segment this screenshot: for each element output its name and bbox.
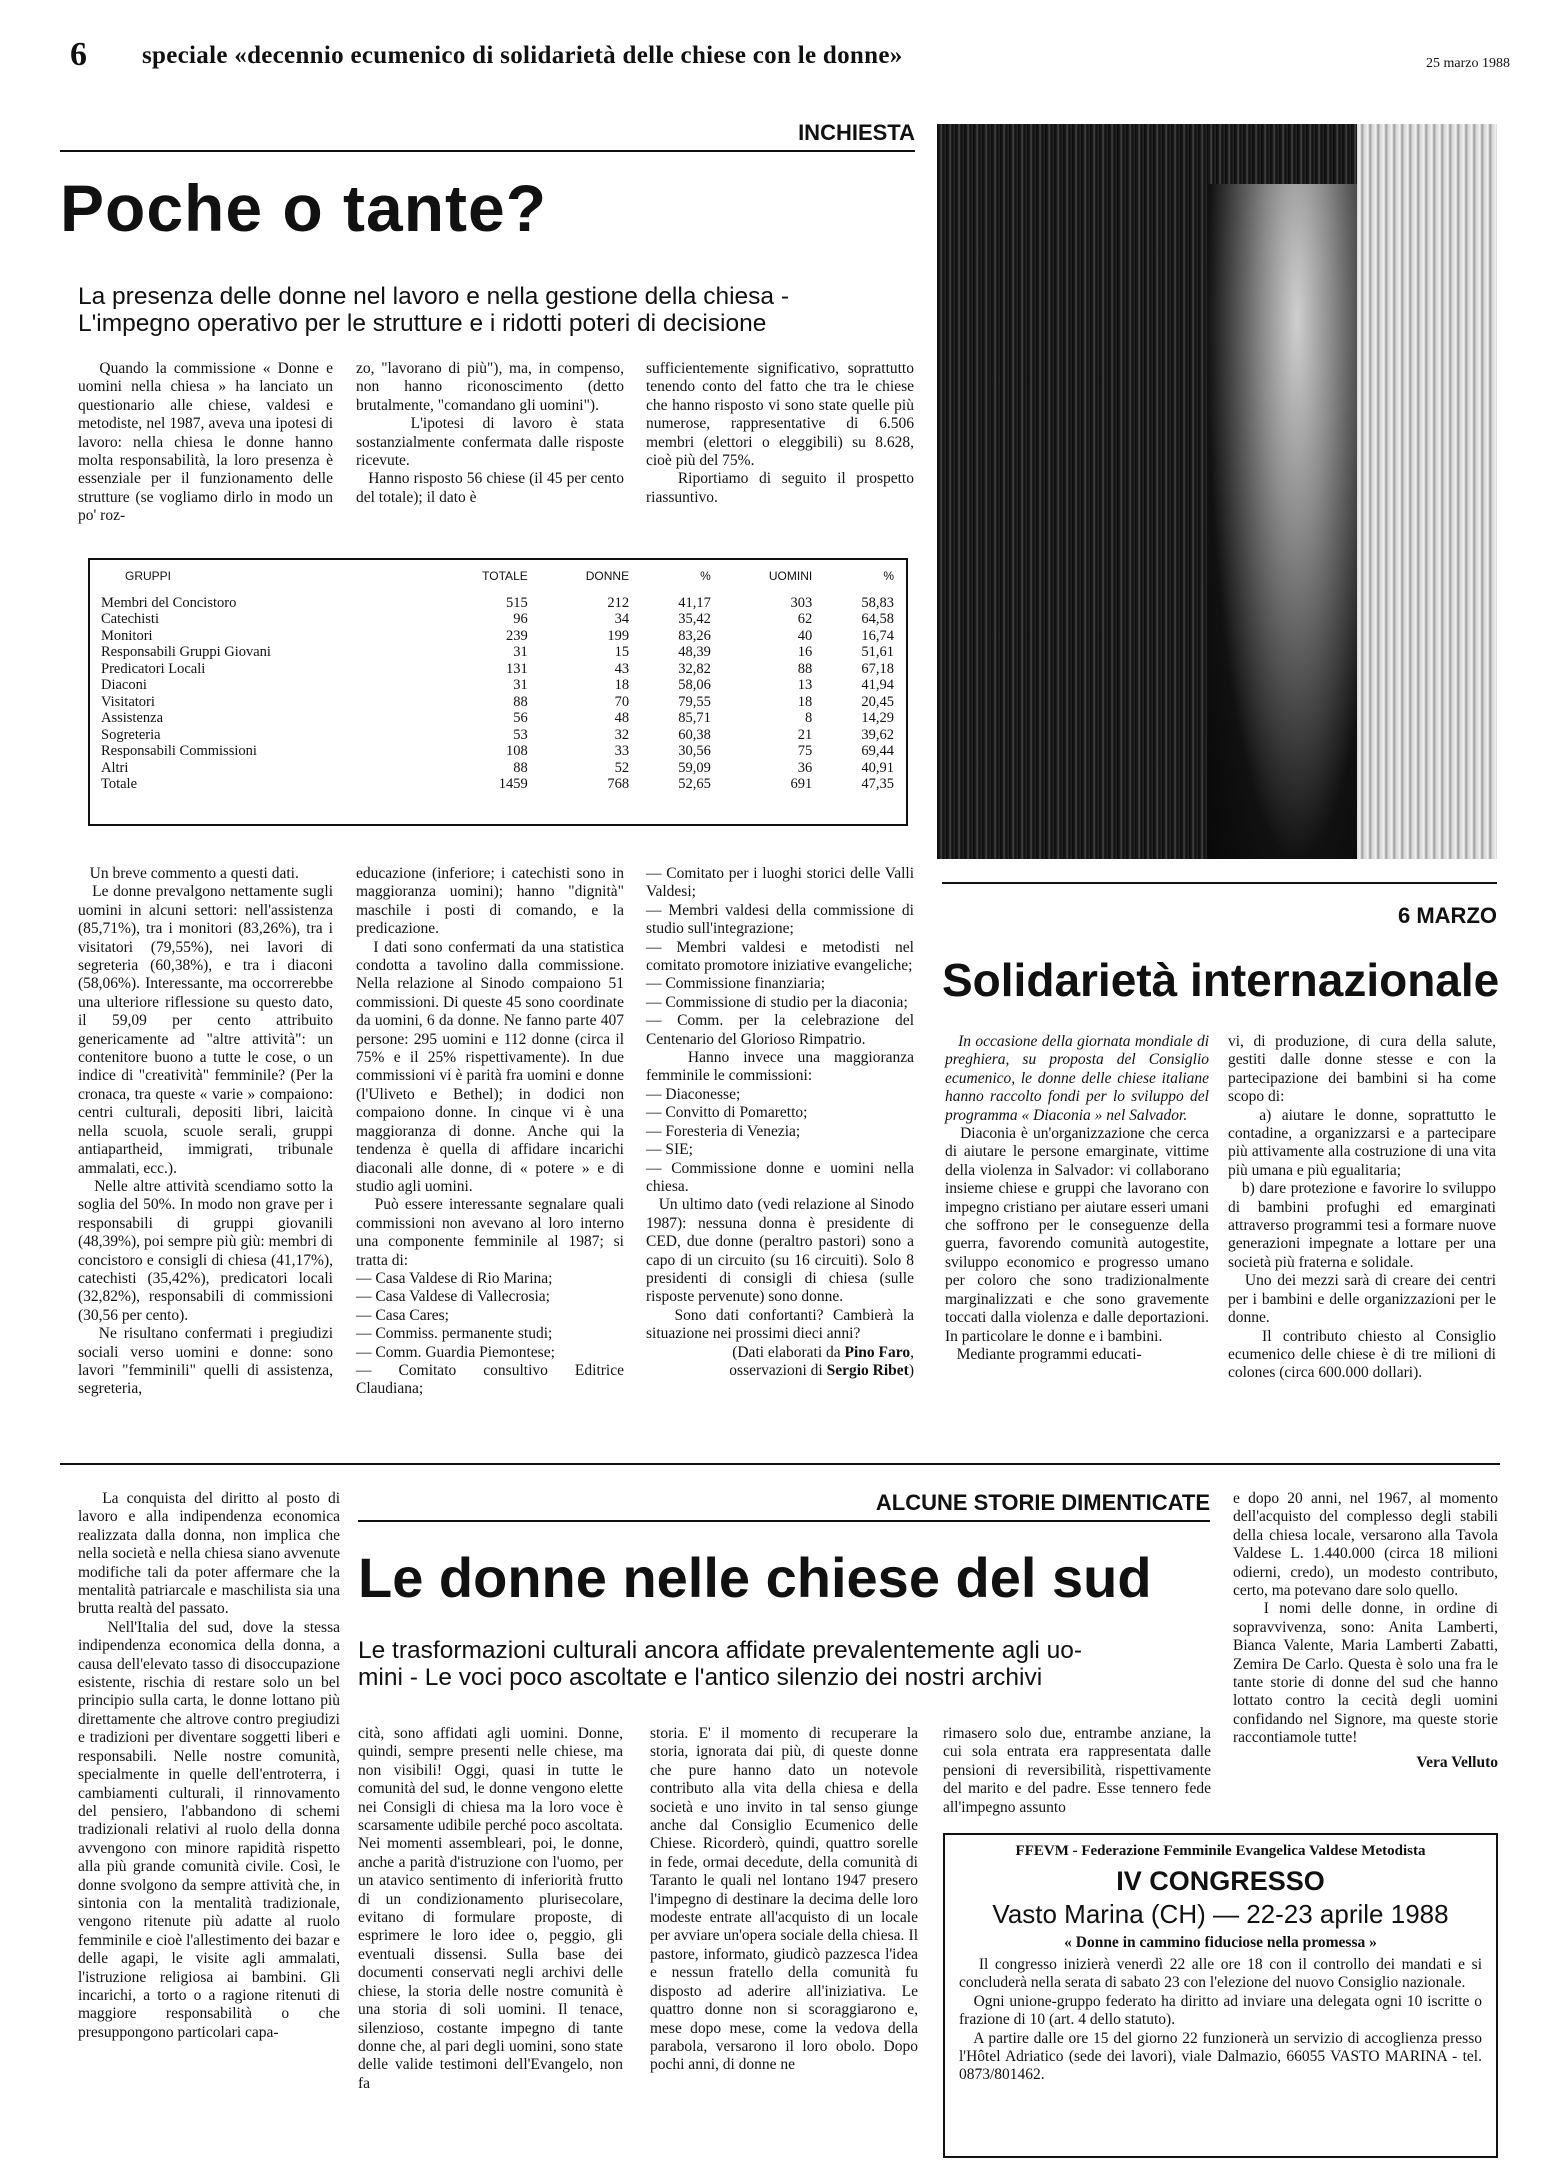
table-cell-value: 47,35 [861, 776, 894, 792]
table-cell-value: 1459 [498, 776, 528, 792]
table-cell-value: 69,44 [861, 743, 894, 759]
table-cell-value: 21 [797, 726, 813, 743]
storie-header-rule [358, 1520, 1210, 1522]
table-cell-value: 59,09 [678, 759, 711, 776]
table-cell-value: 691 [790, 776, 813, 792]
page-number: 6 [70, 36, 87, 73]
inchiesta-body-col-3-text: — Comitato per i luoghi storici delle Valli Valdesi; — Membri valdesi della commissione di studio sull'integrazione; — Membri valdesi e metodisti nel comitato promotore iniziative evangeliche; — Commissione finanziaria; — Commissione di studio per la diaconia; — Comm. per la celebrazione del Centenario del Glorioso Rimpatrio. Hanno invece una maggioranza femminile le commissioni: — Diaconesse; — Convitto di Pomaretto; — Foresteria di Venezia; — SIE; — Commissione donne e uomini nella chiesa. Un ultimo dato (vedi relazione al Sinodo 1987): nessuna donna è presidente di CED, due donne (peraltro pastori) sono a capo di un circuito (su 16 circuiti). Solo 8 presidenti di consigli di chiesa (sulle risposte pervenute) sono donne. Sono dati confortanti? Cambierà la situazione nei prossimi dieci anni? [646, 865, 915, 1343]
table-cell-group: Catechisti [101, 611, 159, 627]
table-cell-value: 48 [614, 710, 630, 726]
table-row [95, 694, 900, 711]
table-cell-value: 8 [804, 710, 813, 726]
stats-table [95, 568, 900, 793]
table-cell-value: 16,74 [861, 627, 894, 644]
col-header-pct-uomini: % [883, 569, 894, 583]
table-cell-value: 79,55 [678, 693, 711, 710]
inchiesta-subhead-1: La presenza delle donne nel lavoro e nella gestione della chiesa - [78, 283, 789, 310]
col-header-uomini: UOMINI [768, 569, 813, 583]
inchiesta-subhead-2: L'impegno operativo per le strutture e i ridotti poteri di decisione [78, 310, 767, 337]
table-row [95, 628, 900, 645]
table-cell-value: 35,42 [678, 611, 711, 627]
table-row [95, 595, 900, 612]
section-label-6-marzo: 6 MARZO [1398, 903, 1497, 928]
inchiesta-intro-col-3: sufficientemente significativo, soprattutto tenendo conto del fatto che tra le chiese che hanno risposto vi sono state quelle più numerose, rappresentative di 6.506 membri (elettori o eleggibili) su 8.628, cioè più del 75%. Riportiamo di seguito il prospetto riassuntivo. [646, 360, 914, 506]
marzo-intro: In occasione della giornata mondiale di preghiera, su proposta del Consiglio ecumenico, le donne delle chiese italiane hanno raccolto fondi per lo sviluppo del programma « Diaconia » nel Salvador. [945, 1033, 1213, 1124]
congresso-motto: « Donne in cammino fiduciose nella promessa » [1064, 1934, 1377, 1951]
table-cell-value: 18 [797, 693, 813, 710]
table-cell-value: 16 [797, 644, 813, 660]
table-cell-value: 75 [797, 743, 813, 759]
table-cell-value: 48,39 [678, 644, 711, 660]
headline-poche-o-tante: Poche o tante? [60, 171, 548, 245]
marzo-col-1 [945, 1033, 1213, 1364]
marzo-col-2: vi, di produzione, di cura della salute, gestiti dalle donne stesse e con la partecipazione dei bambini si ha come scopo di: a) aiutare le donne, soprattutto le contadine, a organizzarsi e a partecipare più attivamente alla costruzione di una vita più umana e più egualitaria; b) dare protezione e favorire lo sviluppo di bambini profughi ed emarginati attraverso programmi tesi a formare nuove generazioni impegnate a lottare per una società più fraterna e solidale. Uno dei mezzi sarà di creare dei centri per i bambini e delle organizzazioni per le donne. Il contributo chiesto al Consiglio ecumenico delle chiese è di tre milioni di colones (circa 600.000 dollari). [1228, 1033, 1497, 1382]
table-row [95, 661, 900, 678]
table-cell-group: Diaconi [101, 677, 147, 693]
table-cell-value: 62 [797, 611, 813, 627]
table-cell-value: 30,56 [678, 743, 711, 759]
storie-rule [60, 1463, 1500, 1465]
inchiesta-credit: (Dati elaborati da Pino Faro, osservazioni di Sergio Ribet) [729, 1343, 914, 1379]
col-header-pct-donne: % [700, 569, 711, 583]
table-cell-group: Responsabili Gruppi Giovani [101, 644, 271, 660]
table-cell-value: 40,91 [861, 759, 894, 776]
table-cell-value: 32,82 [678, 660, 711, 677]
table-cell-value: 13 [797, 677, 813, 693]
congresso-body: Il congresso inizierà venerdì 22 alle ore 18 con il controllo dei mandati e si concluderà nella serata di sabato 23 con l'elezione del nuovo Consiglio nazionale. Ogni unione-gruppo federato ha diritto ad inviare una delegata ogni 10 iscritte o frazione di 10 (art. 4 dello statuto). A partire dalle ore 15 del giorno 22 funzionerà un servizio di accoglienza presso l'Hôtel Adriatico (sede dei lavori), viale Dalmazio, 66055 VASTO MARINA - tel. 0873/801462. [959, 1956, 1482, 2084]
table-cell-value: 67,18 [861, 660, 894, 677]
table-cell-value: 31 [513, 677, 528, 693]
table-cell-group: Predicatori Locali [101, 660, 206, 677]
table-cell-value: 303 [790, 594, 813, 611]
table-cell-value: 34 [614, 611, 630, 627]
congresso-org: FFEVM - Federazione Femminile Evangelica Valdese Metodista [1015, 1843, 1426, 1859]
page-header-title: speciale «decennio ecumenico di solidarietà delle chiese con le donne» [142, 42, 903, 69]
table-cell-group: Altri [101, 759, 129, 776]
table-cell-value: 88 [797, 660, 813, 677]
table-cell-value: 52 [614, 759, 630, 776]
congresso-title: IV CONGRESSO [1116, 1866, 1325, 1896]
marzo-col-1-text: Diaconia è un'organizzazione che cerca di aiutare le persone emarginate, vittime della violenza in Salvador: vi collaborano insieme chiese e gruppi che lavorano con impegno cristiano per aiutare esseri umani che soffrono per le conseguenze della guerra, favorendo comunità autogestite, sviluppo economico e progresso umano per coloro che sono tradizionalmente marginalizzati e che sono gravemente toccati dalla violenza e dalle deportazioni. In particolare le donne e i bambini. Mediante programmi educati- [945, 1125, 1209, 1363]
table-cell-value: 40 [797, 627, 813, 644]
table-cell-value: 15 [614, 644, 630, 660]
headline-solidarieta: Solidarietà internazionale [942, 954, 1500, 1006]
credit-name-ribet: Sergio Ribet [826, 1361, 909, 1379]
table-cell-value: 51,61 [861, 644, 894, 660]
table-row [95, 760, 900, 777]
table-cell-value: 85,71 [678, 710, 711, 726]
inchiesta-body-col-2: educazione (inferiore; i catechisti sono in maggioranza uomini); hanno "dignità" maschile i posti di comando, e la predicazione. I dati sono confermati da una statistica condotta a tavolino dalla commissione. Nella relazione al Sinodo compaiono 51 commissioni. Di queste 45 sono coordinate da uomini, 6 da donne. Ne fanno parte 407 persone: 295 uomini e 112 donne (circa il 75% e il 25% rispettivamente). In due commissioni vi è parità fra uomini e donne (l'Uliveto e Bethel); in dodici non compaiono donne. In cinque vi è una maggioranza di donne. Anche qui la tendenza è quella di affidare incarichi diaconali alle donne, di « potere » e di studio agli uomini. Può essere interessante segnalare quali commissioni non avevano al loro interno una componente femminile al 1987; si tratta di: — Casa Valdese di Rio Marina; — Casa Valdese di Vallecrosia; — Casa Cares; — Commiss. permanente studi; — Comm. Guardia Piemontese; — Comitato consultivo Editrice Claudiana; [356, 865, 624, 1398]
storie-col-3: storia. E' il momento di recuperare la storia, ignorata dai più, di queste donne che pure hanno dato un notevole contributo alla vita della chiesa e della società e uno invito in tal senso giunge anche dal Consiglio Ecumenico delle Chiese. Ricorderò, quindi, quattro sorelle in fede, ormai decedute, della comunità di Taranto le quali nel lontano 1947 presero l'impegno di destinare la decima delle loro modeste entrate all'acquisto di un locale per avviare un'opera sociale della chiesa. Il pastore, informato, giudicò pazzesca l'idea e nessun fratello della comunità fu disposto ad aderire all'iniziativa. Le quattro donne non si scoraggiarono e, mese dopo mese, come la vedova della parabola, versarono il loro obolo. Dopo pochi anni, di donne ne [650, 1725, 922, 2074]
table-cell-group: Totale [101, 776, 138, 792]
inchiesta-intro-col-2: zo, "lavorano di più"), ma, in compenso, non hanno riconoscimento (detto brutalmente, "comandano gli uomini"). L'ipotesi di lavoro è stata sostanzialmente confermata dalle risposte ricevute. Hanno risposto 56 chiese (il 45 per cento del totale); il dato è [356, 360, 625, 506]
table-cell-value: 41,17 [678, 594, 711, 611]
credit-name-faro: Pino Faro [844, 1343, 911, 1361]
photo-curtain-edge [1357, 124, 1497, 859]
table-cell-value: 14,29 [861, 710, 894, 726]
table-cell-value: 43 [614, 660, 630, 677]
photo-woman-behind-curtain [937, 124, 1497, 859]
storie-col-2: cità, sono affidati agli uomini. Donne, quindi, sempre presenti nelle chiese, ma non visibili! Oggi, quasi in tutte le comunità del sud, le donne vengono elette nei Consigli di chiesa ma la loro voce è scarsamente udibile perché poco ascoltata. Nei momenti assembleari, poi, le donne, anche a parità d'istruzione con l'uomo, per un atavico sentimento di inferiorità frutto di un condizionamento plurisecolare, evitano di formulare proposte, di esprimere le loro idee o, peggio, gli eventuali dissensi. Sulla base dei documenti conservati negli archivi delle chiese, la storia delle nostre comunità è una storia di soli uomini. Il tenace, silenzioso, costante impegno di tante donne che, al pari degli uomini, sono state delle valide testimoni dell'Evangelo, non fa [358, 1725, 627, 2092]
table-cell-group: Sogreteria [101, 726, 161, 743]
section-label-inchiesta: INCHIESTA [798, 120, 915, 145]
table-cell-value: 88 [513, 693, 528, 710]
table-cell-value: 64,58 [861, 611, 894, 627]
table-row [95, 776, 900, 793]
table-cell-value: 41,94 [861, 677, 894, 693]
table-cell-value: 31 [513, 644, 528, 660]
table-cell-value: 52,65 [678, 776, 711, 792]
col-header-gruppi: GRUPPI [125, 569, 172, 583]
storie-col-1: La conquista del diritto al posto di lavoro e alla indipendenza economica realizzata dalla donna, non implica che nella società e nella chiesa siano avvenute modifiche tali da poter affermare che la mentalità patriarcale e maschilista sia una brutta realtà del passato. Nell'Italia del sud, dove la stessa indipendenza economica della donna, a causa dell'elevato tasso di disoccupazione esistente, rischia di restare solo un bel principio sulla carta, le donne lottano più direttamente che altrove contro pregiudizi e tradizioni per diventare soggetti liberi e responsabili. Nelle nostre comunità, specialmente in quelle dell'entroterra, i cambiamenti culturali, il rinnovamento del pensiero, l'abbandono di schemi tradizionali relativi al ruolo della donna avvengono con minore rapidità rispetto alla più grande comunità civile. Così, le donne svolgono da sempre attività che, in sintonia con la mentalità tradizionale, vengono ritenute più adatte al ruolo femminile e cioè l'allestimento dei bazar e delle agapi, le visite agli ammalati, l'istruzione religiosa ai bambini. Gli incarichi, a torto o a ragione ritenuti di maggiore responsabilità o che presuppongono particolari capa- [78, 1490, 341, 2041]
table-cell-value: 70 [614, 693, 630, 710]
table-cell-value: 56 [513, 710, 528, 726]
storie-right-col [1233, 1490, 1498, 1772]
table-cell-value: 58,83 [861, 594, 894, 611]
storie-subhead-1: Le trasformazioni culturali ancora affidate prevalentemente agli uo- [358, 1637, 1083, 1664]
table-cell-value: 60,38 [678, 726, 711, 743]
table-cell-group: Visitatori [101, 693, 155, 710]
inchiesta-intro-col-1: Quando la commissione « Donne e uomini nella chiesa » ha lanciato un questionario alle chiese, valdesi e metodiste, nel 1987, aveva una ipotesi di lavoro: nella chiesa le donne hanno molta responsabilità, la loro presenza è essenziale per il funzionamento delle strutture (se vogliamo dirlo in modo un po' roz- [78, 360, 337, 525]
table-cell-value: 239 [506, 627, 528, 644]
table-cell-value: 199 [607, 627, 630, 644]
table-row [95, 677, 900, 694]
table-cell-group: Responsabili Commissioni [101, 743, 257, 759]
inchiesta-body-col-3 [646, 865, 914, 1380]
congresso-place: Vasto Marina (CH) — 22-23 aprile 1988 [992, 1899, 1449, 1929]
table-cell-value: 88 [513, 759, 528, 776]
table-cell-value: 36 [797, 759, 813, 776]
page-date: 25 marzo 1988 [1426, 56, 1510, 71]
table-row [95, 727, 900, 744]
table-cell-value: 108 [506, 743, 528, 759]
table-cell-value: 212 [607, 594, 630, 611]
table-cell-value: 32 [614, 726, 630, 743]
col-header-totale: TOTALE [482, 569, 528, 583]
table-cell-value: 58,06 [678, 677, 711, 693]
table-row [95, 710, 900, 727]
page-header [70, 36, 1510, 76]
table-cell-value: 18 [614, 677, 630, 693]
table-cell-group: Membri del Concistoro [101, 594, 237, 611]
storie-author: Vera Velluto [1416, 1753, 1498, 1771]
table-cell-value: 53 [513, 726, 528, 743]
table-cell-value: 33 [614, 743, 630, 759]
inchiesta-body-col-1: Un breve commento a questi dati. Le donne prevalgono nettamente sugli uomini in alcuni settori: nell'assistenza (85,71%), tra i monitori (83,26%), tra i visitatori (79,55%), nei lavori di segreteria (60,38%), e tra i diaconi (58,06%). Interessante, ma occorrerebbe una ulteriore riflessione su questo dato, il 59,09 per cento attribuito genericamente ad "altre attività": un contenitore buono a tutte le cose, o un indice di "creatività" femminile? (Per la cronaca, tra queste « varie » compaiono: centri culturali, depositi libri, laicità nella scuola, scuole serali, gruppi antiapartheid, immigrati, tribunale ammalati, ecc.). Nelle altre attività scendiamo sotto la soglia del 50%. In modo non grave per i responsabili di gruppi giovanili (48,39%), poi sempre più giù: membri di concistoro e consigli di chiesa (41,17%), catechisti (35,42%), predicatori locali (32,82%), responsabili di commissioni (30,56 per cento). Ne risultano confermati i pregiudizi sociali verso uomini e donne: sono lavori "femminili" quelli di assistenza, segreteria, [78, 865, 334, 1398]
headline-donne-chiese-sud: Le donne nelle chiese del sud [358, 1546, 1152, 1609]
table-cell-value: 131 [506, 660, 528, 677]
table-cell-value: 39,62 [861, 726, 894, 743]
section-label-storie: ALCUNE STORIE DIMENTICATE [875, 1490, 1210, 1515]
table-row [95, 611, 900, 628]
congresso-box [943, 1833, 1498, 2158]
storie-col-4: rimasero solo due, entrambe anziane, la cui sola entrata era rappresentata dalle pensioni di reversibilità, rispettivamente del marito e del padre. Esse tennero fede all'impegno assunto [943, 1725, 1215, 1816]
table-cell-value: 83,26 [678, 627, 711, 644]
col-header-donne: DONNE [585, 569, 630, 583]
table-cell-value: 515 [506, 594, 528, 611]
table-cell-value: 20,45 [861, 693, 894, 710]
storie-subhead-2: mini - Le voci poco ascoltate e l'antico silenzio dei nostri archivi [358, 1664, 1043, 1691]
marzo-rule [942, 882, 1497, 884]
table-cell-value: 768 [607, 776, 630, 792]
table-cell-group: Assistenza [101, 710, 164, 726]
table-row [95, 644, 900, 661]
table-cell-group: Monitori [101, 627, 153, 644]
section-rule [60, 150, 915, 152]
storie-right-text: e dopo 20 anni, nel 1967, al momento dell'acquisto del complesso degli stabili della chiesa locale, versarono alla Tavola Valdese L. 1.440.000 (circa 18 milioni odierni, credo), un modesto contributo, certo, ma potevano dare solo quello. I nomi delle donne, in ordine di sopravvivenza, sono: Anita Lamberti, Bianca Valente, Maria Lamberti Zabatti, Zemira De Carlo. Questa è solo una fra le tante storie di donne del sud che hanno lottato contro la cecità degli uomini confidando nel Signore, ma queste storie raccontiamole tutte! [1233, 1490, 1498, 1747]
table-cell-value: 96 [513, 611, 528, 627]
table-row [95, 743, 900, 760]
